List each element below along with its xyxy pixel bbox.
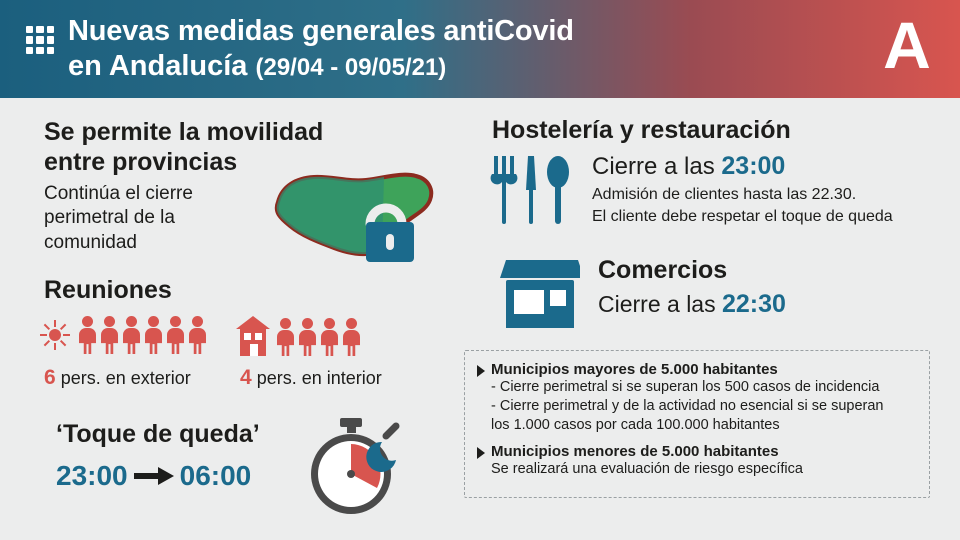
meetings-interior-caption xyxy=(240,366,382,390)
sun-icon xyxy=(40,320,70,350)
meetings-interior-group xyxy=(236,316,364,356)
left-column xyxy=(0,98,470,540)
meetings-interior-count: 4 xyxy=(240,366,252,389)
person-icon xyxy=(122,316,141,354)
meetings-exterior-label: pers. en exterior xyxy=(60,368,191,388)
shops-closing-time: 22:30 xyxy=(722,290,786,318)
header-dates: (29/04 - 09/05/21) xyxy=(255,54,447,81)
stopwatch-moon-icon xyxy=(300,416,410,521)
note-group-2-title xyxy=(477,443,917,460)
cutlery-icon xyxy=(490,154,576,226)
person-icon xyxy=(78,316,97,354)
header-text xyxy=(68,15,574,84)
house-icon xyxy=(236,316,270,356)
header-title-line2 xyxy=(68,50,574,83)
mobility-subtitle: Continúa el cierre perimetral de la comunidad xyxy=(44,183,193,253)
shops-closing-label: Cierre a las xyxy=(598,291,716,317)
meetings-title: Reuniones xyxy=(44,276,172,304)
person-icon xyxy=(298,318,317,356)
person-icon xyxy=(320,318,339,356)
note-group-1-line-1: - Cierre perimetral si se superan los 500 casos de incidencia xyxy=(491,379,880,395)
meetings-interior-label: pers. en interior xyxy=(256,368,382,388)
meetings-exterior-caption xyxy=(44,366,191,390)
shop-icon xyxy=(500,256,580,332)
municipalities-notes-box xyxy=(464,350,930,498)
hospitality-closing xyxy=(592,152,785,181)
junta-andalucia-logo: A xyxy=(883,8,931,82)
curfew-end: 06:00 xyxy=(179,460,252,491)
mobility-title-line1: Se permite la movilidad xyxy=(44,118,324,146)
person-icon xyxy=(188,316,207,354)
person-icon xyxy=(100,316,119,354)
hospitality-note-1: Admisión de clientes hasta las 22.30. xyxy=(592,186,857,203)
header-region: en Andalucía xyxy=(68,50,248,82)
note-group-1-title-text: Municipios mayores de 5.000 habitantes xyxy=(491,361,778,378)
header-title-line1: Nuevas medidas generales antiCovid xyxy=(68,14,574,47)
shops-closing xyxy=(598,290,786,319)
andalucia-map-padlock-icon xyxy=(262,158,452,278)
note-group-1-line-3: los 1.000 casos por cada 100.000 habitantes xyxy=(491,416,780,433)
note-group-1-line-2: - Cierre perimetral y de la actividad no esencial si se superan xyxy=(491,397,884,414)
meetings-exterior-count: 6 xyxy=(44,366,56,389)
hospitality-closing-label: Cierre a las xyxy=(592,153,715,180)
hospitality-note-2: El cliente debe respetar el toque de queda xyxy=(592,208,893,225)
triangle-bullet-icon xyxy=(477,365,485,377)
header-banner xyxy=(0,0,960,98)
note-group-2-line-1: Se realizará una evaluación de riesgo específica xyxy=(491,460,803,477)
hospitality-closing-time: 23:00 xyxy=(721,152,786,180)
curfew-start: 23:00 xyxy=(56,460,128,491)
curfew-hours xyxy=(56,460,251,492)
mobility-title-line2: entre provincias xyxy=(44,147,238,176)
content-area xyxy=(0,98,960,540)
arrow-right-icon xyxy=(134,460,174,492)
hospitality-title: Hostelería y restauración xyxy=(492,116,791,144)
grid-icon xyxy=(26,26,54,54)
note-group-2-title-text: Municipios menores de 5.000 habitantes xyxy=(491,442,779,460)
person-icon xyxy=(342,318,361,356)
shops-title: Comercios xyxy=(598,256,728,284)
person-icon xyxy=(144,316,163,354)
curfew-title: ‘Toque de queda’ xyxy=(56,420,260,448)
person-icon xyxy=(276,318,295,356)
note-group-1-title xyxy=(477,361,917,378)
triangle-bullet-icon xyxy=(477,447,485,459)
right-column xyxy=(470,98,960,540)
person-icon xyxy=(166,316,185,354)
meetings-exterior-group xyxy=(40,316,210,354)
